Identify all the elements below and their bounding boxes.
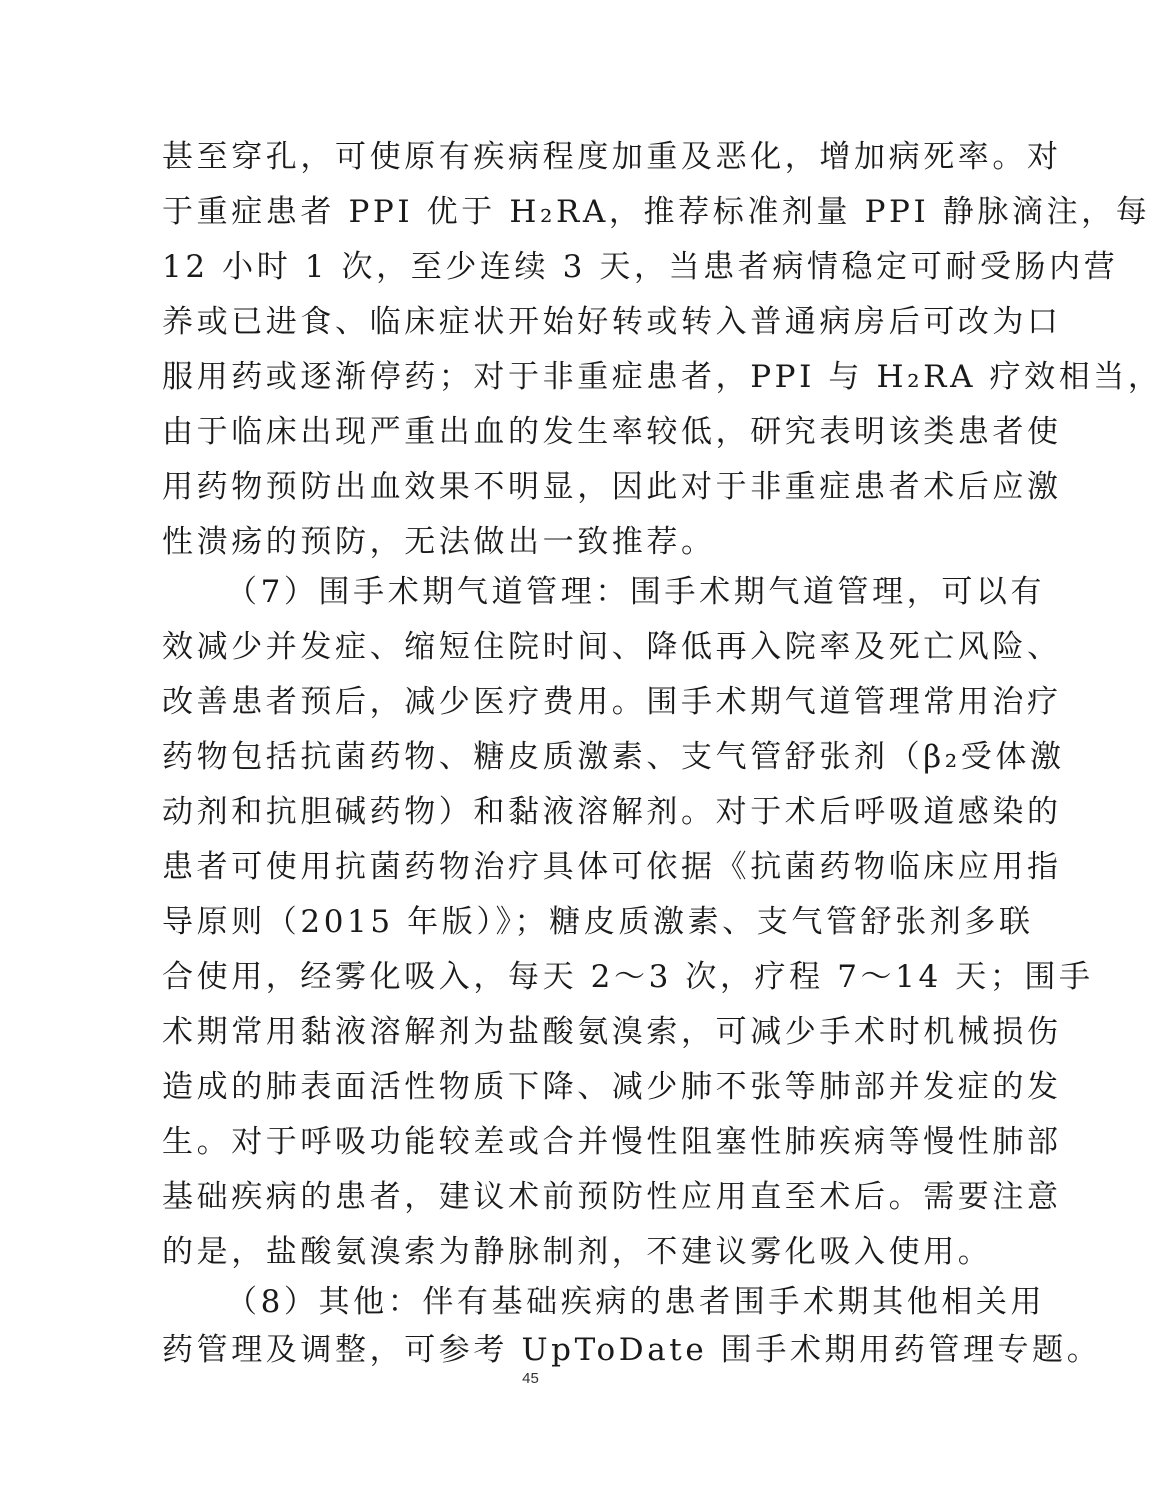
body-text-line: 合使用，经雾化吸入，每天 2～3 次，疗程 7～14 天；围手 xyxy=(162,959,1094,995)
body-text-line: 改善患者预后，减少医疗费用。围手术期气道管理常用治疗 xyxy=(162,684,1062,720)
body-text-line: 造成的肺表面活性物质下降、减少肺不张等肺部并发症的发 xyxy=(162,1069,1062,1105)
body-text-line: 术期常用黏液溶解剂为盐酸氨溴索，可减少手术时机械损伤 xyxy=(162,1014,1062,1050)
body-text-line: 用药物预防出血效果不明显，因此对于非重症患者术后应激 xyxy=(162,469,1062,505)
body-text-line: 基础疾病的患者，建议术前预防性应用直至术后。需要注意 xyxy=(162,1179,1062,1215)
body-text-line: 生。对于呼吸功能较差或合并慢性阻塞性肺疾病等慢性肺部 xyxy=(162,1124,1062,1160)
body-text-line: 服用药或逐渐停药；对于非重症患者，PPI 与 H₂RA 疗效相当， xyxy=(162,359,1163,395)
body-text-line: 性溃疡的预防，无法做出一致推荐。 xyxy=(162,524,716,560)
body-text-line: 导原则（2015 年版）》；糖皮质激素、支气管舒张剂多联 xyxy=(162,904,1034,940)
body-text-line: 药管理及调整，可参考 UpToDate 围手术期用药管理专题。 xyxy=(162,1332,1102,1368)
body-text-line: 药物包括抗菌药物、糖皮质激素、支气管舒张剂（β₂受体激 xyxy=(162,739,1065,775)
body-text-line: 甚至穿孔，可使原有疾病程度加重及恶化，增加病死率。对 xyxy=(162,139,1062,175)
body-text-line: 的是，盐酸氨溴索为静脉制剂，不建议雾化吸入使用。 xyxy=(162,1234,993,1270)
section-7-heading-line: （7）围手术期气道管理：围手术期气道管理，可以有 xyxy=(226,574,1046,610)
section-8-heading-line: （8）其他：伴有基础疾病的患者围手术期其他相关用 xyxy=(226,1284,1046,1320)
body-text-line: 效减少并发症、缩短住院时间、降低再入院率及死亡风险、 xyxy=(162,629,1062,665)
page-number: 45 xyxy=(522,1370,539,1387)
body-text-line: 12 小时 1 次，至少连续 3 天，当患者病情稳定可耐受肠内营 xyxy=(162,249,1119,285)
body-text-line: 动剂和抗胆碱药物）和黏液溶解剂。对于术后呼吸道感染的 xyxy=(162,794,1062,830)
body-text-line: 于重症患者 PPI 优于 H₂RA，推荐标准剂量 PPI 静脉滴注，每 xyxy=(162,194,1151,230)
body-text-line: 患者可使用抗菌药物治疗具体可依据《抗菌药物临床应用指 xyxy=(162,849,1062,885)
body-text-line: 由于临床出现严重出血的发生率较低，研究表明该类患者使 xyxy=(162,414,1062,450)
body-text-line: 养或已进食、临床症状开始好转或转入普通病房后可改为口 xyxy=(162,304,1062,340)
